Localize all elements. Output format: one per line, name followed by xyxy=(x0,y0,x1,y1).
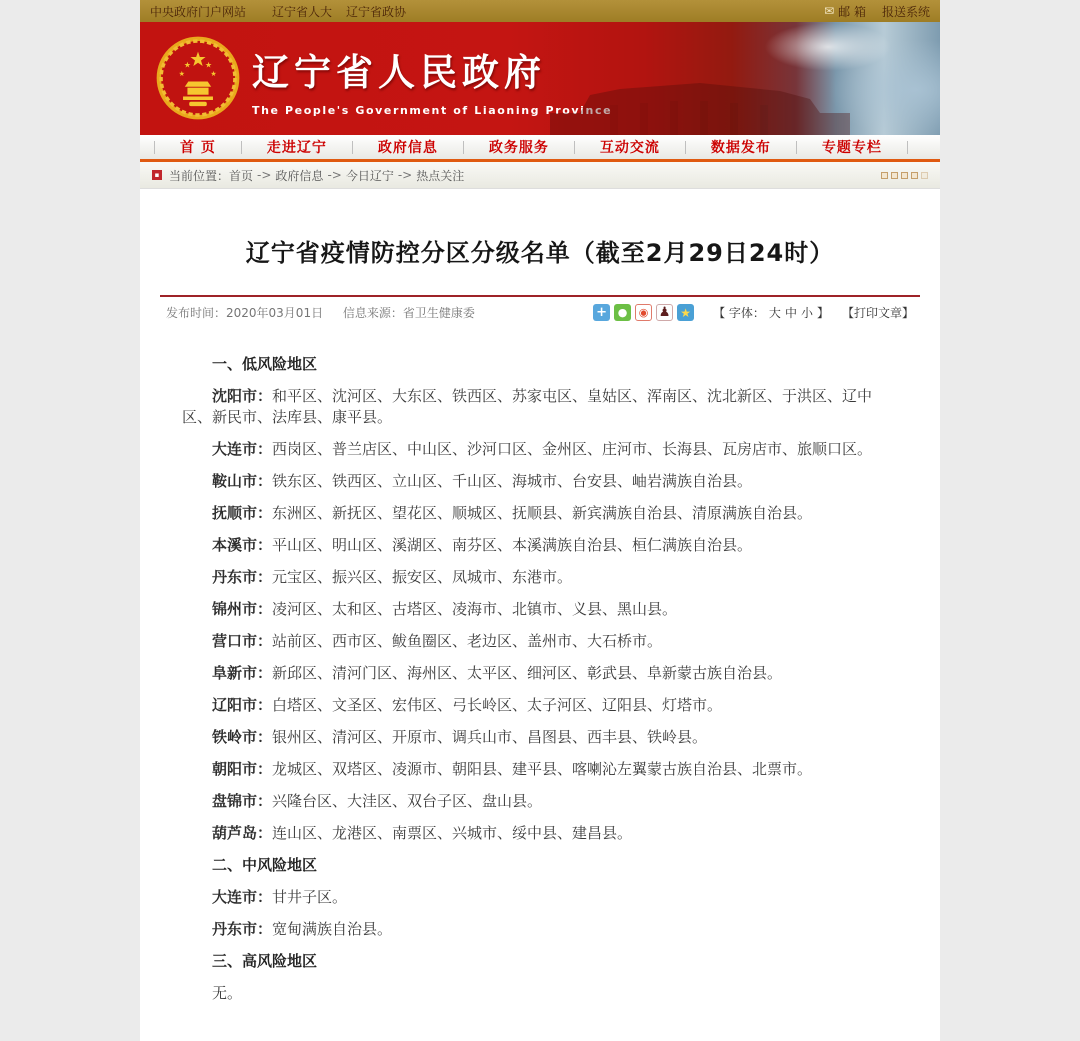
svg-text:★: ★ xyxy=(205,60,213,70)
breadcrumb-separator: -> xyxy=(397,168,413,182)
share-toolbar xyxy=(593,304,694,321)
font-label-end: 】 xyxy=(816,306,829,320)
nav-item-home[interactable]: 首 页 xyxy=(180,140,216,156)
city-name: 本溪市： xyxy=(212,536,273,554)
region-paragraph xyxy=(182,471,898,492)
palace-silhouette xyxy=(550,65,850,135)
district-list: 凌河区、太和区、古塔区、凌海市、北镇市、义县、黑山县。 xyxy=(272,600,678,618)
nav-item-special-topics[interactable]: 专题专栏 xyxy=(821,140,882,156)
region-paragraph xyxy=(182,386,898,428)
section-heading-high-risk: 三、高风险地区 xyxy=(212,952,318,970)
region-paragraph xyxy=(182,887,898,908)
svg-text:★: ★ xyxy=(210,69,217,79)
page xyxy=(140,0,940,1041)
publish-date: 发布时间：2020年03月01日 xyxy=(166,306,324,320)
meta-right xyxy=(593,304,914,321)
topbar-right xyxy=(824,3,930,20)
site-title: 辽宁省人民政府 xyxy=(252,51,546,94)
wechat-icon[interactable]: ● xyxy=(614,304,631,321)
article xyxy=(140,189,940,1041)
breadcrumb xyxy=(140,162,940,189)
svg-text:★: ★ xyxy=(178,69,185,79)
district-list: 兴隆台区、大洼区、双台子区、盘山县。 xyxy=(272,792,543,810)
article-meta-bar xyxy=(160,295,920,327)
region-paragraph xyxy=(182,983,898,1004)
district-list: 龙城区、双塔区、凌源市、朝阳县、建平县、喀喇沁左翼蒙古族自治县、北票市。 xyxy=(272,760,813,778)
font-size-small[interactable]: 小 xyxy=(800,306,813,320)
deco-square-icon xyxy=(901,172,908,179)
city-name: 盘锦市： xyxy=(212,792,273,810)
region-paragraph xyxy=(182,791,898,812)
top-link-cppcc[interactable]: 辽宁省政协 xyxy=(346,4,407,19)
district-list: 银州区、清河区、开原市、调兵山市、昌图县、西丰县、铁岭县。 xyxy=(272,728,708,746)
none-text: 无。 xyxy=(212,984,243,1002)
mailbox-link[interactable] xyxy=(824,3,866,20)
city-name: 鞍山市： xyxy=(212,472,273,490)
city-name: 大连市： xyxy=(212,440,273,458)
article-body xyxy=(160,354,920,1004)
city-name: 阜新市： xyxy=(212,664,273,682)
report-system-link[interactable]: 报送系统 xyxy=(881,4,930,19)
nav-item-data-release[interactable]: 数据发布 xyxy=(710,140,771,156)
breadcrumb-separator: -> xyxy=(257,168,272,182)
region-paragraph xyxy=(182,759,898,780)
city-name: 大连市： xyxy=(212,888,273,906)
mail-icon: ✉ xyxy=(824,4,835,18)
breadcrumb-deco-squares xyxy=(881,172,928,179)
breadcrumb-gov-info[interactable]: 政府信息 xyxy=(275,168,324,183)
breadcrumb-hot-focus[interactable]: 热点关注 xyxy=(416,168,465,183)
city-name: 朝阳市： xyxy=(212,760,273,778)
deco-square-icon xyxy=(891,172,898,179)
region-paragraph xyxy=(182,663,898,684)
city-name: 丹东市： xyxy=(212,920,273,938)
region-paragraph xyxy=(182,599,898,620)
site-subtitle: The People's Government of Liaoning Province xyxy=(252,104,613,117)
region-paragraph xyxy=(182,823,898,844)
top-utility-bar xyxy=(140,0,940,22)
top-link-central-gov[interactable]: 中央政府门户网站 xyxy=(150,4,247,19)
meta-left xyxy=(166,304,491,321)
deco-square-icon xyxy=(911,172,918,179)
svg-text:★: ★ xyxy=(183,60,192,70)
share-plus-icon[interactable]: + xyxy=(593,304,610,321)
district-list: 铁东区、铁西区、立山区、千山区、海城市、台安县、岫岩满族自治县。 xyxy=(272,472,753,490)
breadcrumb-home[interactable]: 首页 xyxy=(229,168,254,183)
font-size-medium[interactable]: 中 xyxy=(784,306,797,320)
mailbox-label: 邮 箱 xyxy=(838,4,866,19)
top-link-people-congress[interactable]: 辽宁省人大 xyxy=(272,4,333,19)
district-list: 元宝区、振兴区、振安区、凤城市、东港市。 xyxy=(272,568,573,586)
favorite-star-icon[interactable]: ★ xyxy=(677,304,694,321)
region-paragraph xyxy=(182,535,898,556)
main-nav xyxy=(140,135,940,162)
region-paragraph xyxy=(182,695,898,716)
district-list: 站前区、西市区、鲅鱼圈区、老边区、盖州市、大石桥市。 xyxy=(272,632,663,650)
site-masthead xyxy=(140,22,940,135)
section-heading-medium-risk: 二、中风险地区 xyxy=(212,856,318,874)
font-label: 【 字体： xyxy=(713,306,765,320)
article-title: 辽宁省疫情防控分区分级名单（截至2月29日24时） xyxy=(245,239,835,267)
region-paragraph xyxy=(182,503,898,524)
nav-item-about-liaoning[interactable]: 走进辽宁 xyxy=(266,140,327,156)
district-list: 连山区、龙港区、南票区、兴城市、绥中县、建昌县。 xyxy=(272,824,633,842)
qq-icon[interactable]: ♟ xyxy=(656,304,673,321)
district-list: 和平区、沈河区、大东区、铁西区、苏家屯区、皇姑区、浑南区、沈北新区、于洪区、辽中区、新民市、法库县、康平县。 xyxy=(182,387,873,426)
district-list: 新邱区、清河门区、海州区、太平区、细河区、彰武县、阜新蒙古族自治县。 xyxy=(272,664,783,682)
region-paragraph xyxy=(182,631,898,652)
region-paragraph xyxy=(182,567,898,588)
breadcrumb-label: 当前位置： xyxy=(169,168,230,183)
nav-item-gov-info[interactable]: 政府信息 xyxy=(377,140,438,156)
info-source: 信息来源：省卫生健康委 xyxy=(342,306,475,320)
location-marker-icon: ▪ xyxy=(152,170,162,180)
district-list: 宽甸满族自治县。 xyxy=(272,920,393,938)
district-list: 甘井子区。 xyxy=(272,888,348,906)
district-list: 平山区、明山区、溪湖区、南芬区、本溪满族自治县、桓仁满族自治县。 xyxy=(272,536,753,554)
region-paragraph xyxy=(182,439,898,460)
national-emblem-icon xyxy=(154,34,242,122)
breadcrumb-today-liaoning[interactable]: 今日辽宁 xyxy=(345,168,394,183)
nav-divider xyxy=(907,141,908,154)
city-name: 沈阳市： xyxy=(212,387,273,405)
city-name: 葫芦岛： xyxy=(212,824,273,842)
city-name: 营口市： xyxy=(212,632,273,650)
city-name: 抚顺市： xyxy=(212,504,273,522)
font-size-control xyxy=(713,304,829,321)
city-name: 锦州市： xyxy=(212,600,273,618)
city-name: 铁岭市： xyxy=(212,728,273,746)
weibo-icon[interactable]: ◉ xyxy=(635,304,652,321)
nav-item-gov-services[interactable]: 政务服务 xyxy=(488,140,549,156)
region-paragraph xyxy=(182,727,898,748)
deco-square-icon xyxy=(881,172,888,179)
section-heading-low-risk: 一、低风险地区 xyxy=(212,355,318,373)
district-list: 西岗区、普兰店区、中山区、沙河口区、金州区、庄河市、长海县、瓦房店市、旅顺口区。 xyxy=(272,440,873,458)
region-paragraph xyxy=(182,919,898,940)
deco-square-icon xyxy=(921,172,928,179)
city-name: 辽阳市： xyxy=(212,696,273,714)
nav-item-interaction[interactable]: 互动交流 xyxy=(599,140,660,156)
breadcrumb-separator: -> xyxy=(327,168,342,182)
font-size-large[interactable]: 大 xyxy=(768,306,781,320)
city-name: 丹东市： xyxy=(212,568,273,586)
district-list: 东洲区、新抚区、望花区、顺城区、抚顺县、新宾满族自治县、清原满族自治县。 xyxy=(272,504,813,522)
print-article-button[interactable]: 【打印文章】 xyxy=(841,306,914,320)
district-list: 白塔区、文圣区、宏伟区、弓长岭区、太子河区、辽阳县、灯塔市。 xyxy=(272,696,723,714)
